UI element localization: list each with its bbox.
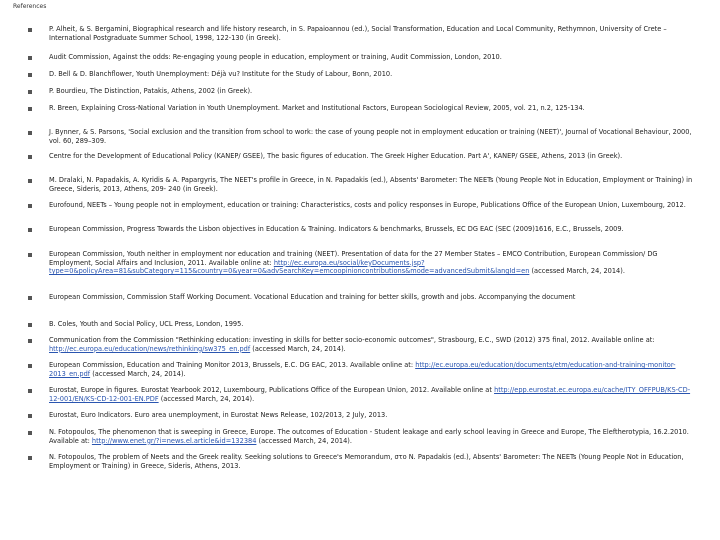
- reference-text: Eurostat, Europe in figures. Eurostat Yearbook 2012, Luxembourg, Publications Office of the European Union, 2012. Available online at: [49, 386, 492, 394]
- reference-text: P. Alheit, & S. Bergamini, Biographical research and life history research, in S. Papaioannou (ed.), Social Transformation, Education and Local Community, Rethymnon, University of Crete – International Postgraduate Summer School, 1998, 122-130 (in Greek).: [49, 25, 667, 42]
- reference-text: European Commission, Education and Training Monitor 2013, Brussels, E.C. DG EAC, 2013. Available online at:: [49, 361, 414, 369]
- bullet-icon: [28, 179, 32, 183]
- reference-access-date: (accessed March, 24, 2014).: [256, 436, 352, 445]
- bullet-icon: [28, 56, 32, 60]
- bullet-icon: [28, 456, 32, 460]
- reference-text: B. Coles, Youth and Social Policy, UCL Press, London, 1995.: [49, 320, 244, 328]
- references-heading: References: [13, 3, 47, 10]
- reference-item: [28, 70, 700, 79]
- reference-item: [28, 453, 700, 470]
- reference-text: European Commission, Commission Staff Working Document. Vocational Education and training for better skills, growth and jobs. Accompanying the document: [49, 293, 576, 301]
- bullet-icon: [28, 131, 32, 135]
- reference-item: [28, 336, 700, 353]
- bullet-icon: [28, 155, 32, 159]
- reference-item: [28, 428, 700, 445]
- reference-text: R. Breen, Explaining Cross-National Variation in Youth Unemployment. Market and Institutional Factors, European Sociological Review, 2005, vol. 21, n.2, 125-134.: [49, 104, 585, 112]
- reference-text: N. Fotopoulos, The phenomenon that is sweeping in Greece, Europe. The outcomes of Education - Student leakage and early school leaving in Greece and Europe, The Eleftherotypia, 16.2.2010. Available at:: [49, 428, 689, 445]
- reference-text: M. Dralaki, N. Papadakis, A. Kyridis & A. Papargyris, The NEET's profile in Greece, in N. Papadakis (ed.), Absents' Barometer: The NEETs (Young People Not in Education, Employment or Training) in Greece, Sideris, 2013, Athens, 209- 240 (in Greek).: [49, 176, 693, 193]
- bullet-icon: [28, 431, 32, 435]
- reference-link[interactable]: http://epp.eurostat.ec.europa.eu/cache/ITY_OFFPUB/KS-CD-12-001/EN/KS-CD-12-001-EN.PDF: [49, 386, 691, 403]
- bullet-icon: [28, 414, 32, 418]
- bullet-icon: [28, 204, 32, 208]
- bullet-icon: [28, 228, 32, 232]
- bullet-icon: [28, 107, 32, 111]
- reference-link[interactable]: http://ec.europa.eu/social/keyDocuments.jsp?type=0&policyArea=81&subCategory=115&country=0&year=0&advSearchKey=emcoopinioncontributions&mode=advancedSubmit&langId=en: [49, 258, 530, 276]
- bullet-icon: [28, 90, 32, 94]
- bullet-icon: [28, 296, 32, 300]
- reference-item: [28, 411, 700, 420]
- bullet-icon: [28, 73, 32, 77]
- reference-item: [28, 104, 700, 113]
- reference-text: European Commission, Youth neither in employment nor education and training (NEET). Presentation of data for the 27 Member States – EMCO Contribution, European Commission/ DG Employment, Social Affairs and Inclusion, 2011. Available online at:: [49, 250, 658, 267]
- reference-item: [28, 152, 700, 161]
- reference-text: N. Fotopoulos, The problem of Neets and the Greek reality. Seeking solutions to Greece's Memorandum, στο N. Papadakis (ed.), Absents' Barometer: The NEETs (Young People Not in Education, Employment or Training) in Greece, Sideris, Athens, 2013.: [49, 453, 684, 470]
- bullet-icon: [28, 253, 32, 257]
- reference-link[interactable]: http://www.enet.gr/?i=news.el.article&id=132384: [91, 436, 257, 445]
- reference-item: [28, 386, 700, 403]
- reference-access-date: (accessed March, 24, 2014).: [158, 394, 255, 403]
- reference-text: D. Bell & D. Blanchflower, Youth Unemployment: Déjà vu? Institute for the Study of Labour, Bonn, 2010.: [49, 70, 393, 78]
- reference-text: Eurofound, NEETs – Young people not in employment, education or training: Characteristics, costs and policy responses in Europe, Publications Office of the European Union, Luxembourg, 2012.: [49, 201, 686, 209]
- reference-item: [28, 320, 700, 329]
- reference-text: European Commission, Progress Towards the Lisbon objectives in Education & Training. Indicators & benchmarks, Brussels, EC DG EAC (SEC (2009)1616, E.C., Brussels, 2009.: [49, 225, 624, 233]
- bullet-icon: [28, 323, 32, 327]
- reference-item: [28, 53, 700, 62]
- bullet-icon: [28, 364, 32, 368]
- reference-text: Audit Commission, Against the odds: Re-engaging young people in education, employment or training, Audit Commission, London, 2010.: [49, 53, 502, 61]
- reference-item: [28, 293, 700, 302]
- reference-item: [28, 225, 700, 234]
- reference-text: Communication from the Commission "Rethinking education: investing in skills for better socio-economic outcomes", Strasbourg, E.C., SWD (2012) 375 final, 2012. Available online at:: [49, 336, 655, 344]
- reference-text: Centre for the Development of Educational Policy (KANEP/ GSEE), The basic figures of education. The Greek Higher Education. Part A', KANEP/ GSEE, Athens, 2013 (in Greek).: [49, 152, 623, 160]
- reference-access-date: (accessed March, 24, 2014).: [250, 344, 346, 353]
- reference-link[interactable]: http://ec.europa.eu/education/documents/etm/education-and-training-monitor-2013_en.pdf: [49, 361, 676, 378]
- bullet-icon: [28, 28, 32, 32]
- reference-item: [28, 361, 700, 378]
- bullet-icon: [28, 389, 32, 393]
- reference-item: [28, 128, 700, 145]
- reference-item: [28, 176, 700, 193]
- reference-access-date: (accessed March, 24, 2014).: [90, 369, 186, 378]
- bullet-icon: [28, 339, 32, 343]
- reference-text: Eurostat, Euro Indicators. Euro area unemployment, in Eurostat News Release, 102/2013, 2 July, 2013.: [49, 411, 388, 419]
- reference-item: [28, 201, 700, 210]
- reference-item: [28, 25, 700, 42]
- reference-access-date: (accessed March, 24, 2014).: [529, 267, 625, 276]
- reference-item: [28, 87, 700, 96]
- reference-text: J. Bynner, & S. Parsons, 'Social exclusion and the transition from school to work: the case of young people not in employment education or training (NEET)', Journal of Vocational Behaviour, 2000, vol. 60, 289–309.: [49, 128, 692, 145]
- reference-text: P. Bourdieu, The Distinction, Patakis, Athens, 2002 (in Greek).: [49, 87, 253, 95]
- reference-link[interactable]: http://ec.europa.eu/education/news/rethinking/sw375_en.pdf: [49, 344, 251, 353]
- reference-item: [28, 250, 700, 276]
